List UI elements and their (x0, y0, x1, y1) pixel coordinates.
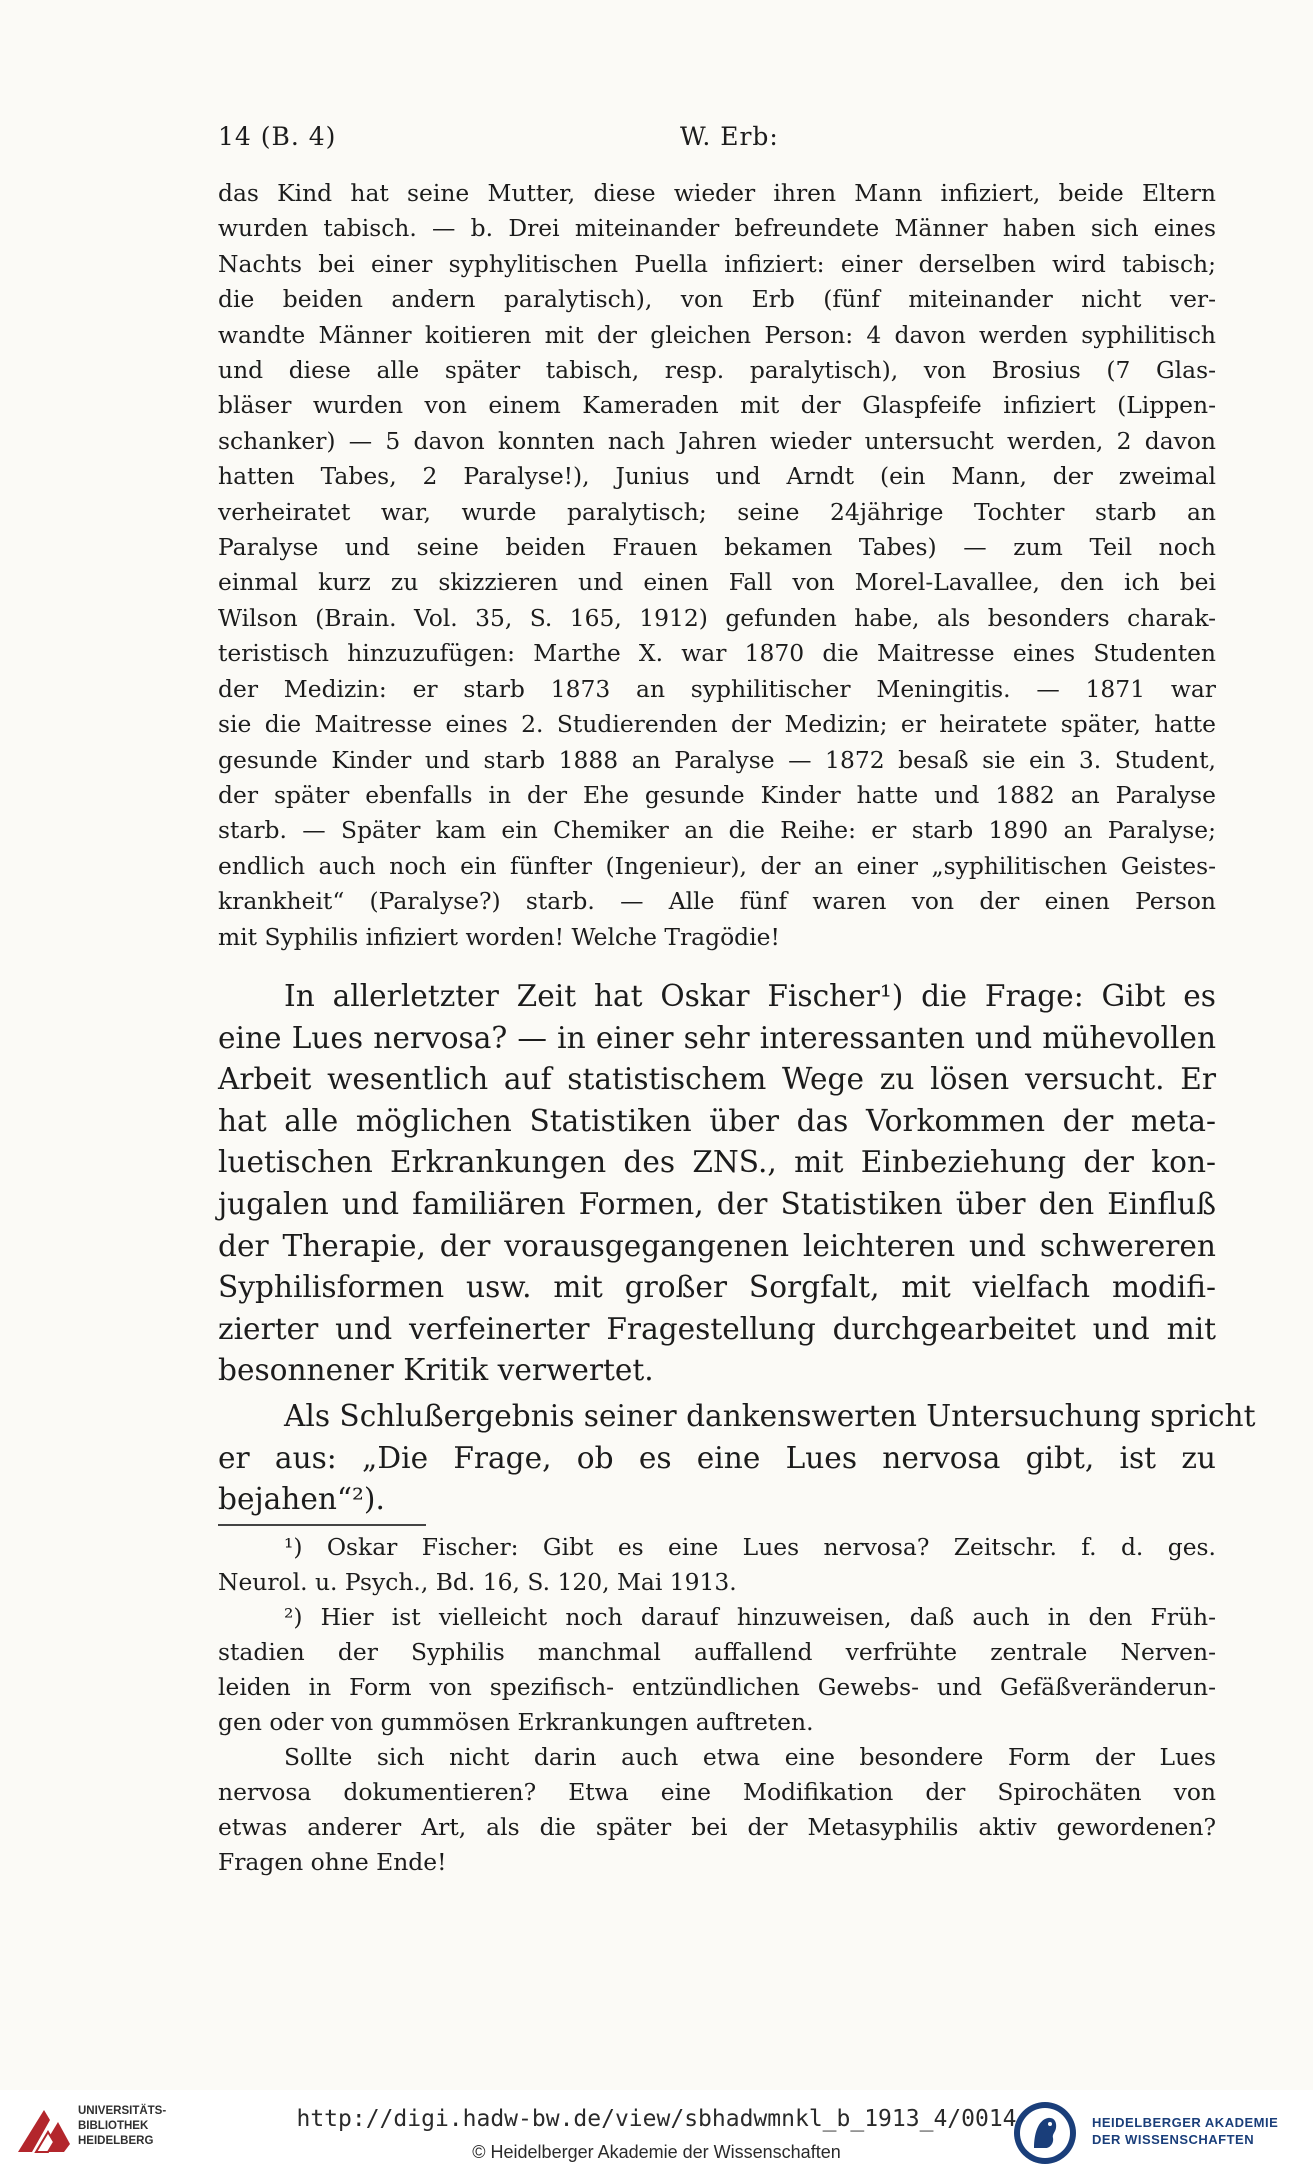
text-line: der Medizin: er starb 1873 an syphilitischer Meningitis. — 1871 war (218, 674, 1216, 703)
text-line: Sollte sich nicht darin auch etwa eine besondere Form der Lues (284, 1743, 1216, 1771)
author-heading: W. Erb: (680, 122, 779, 151)
text-line: Paralyse und seine beiden Frauen bekamen Tabes) — zum Teil noch (218, 533, 1216, 562)
text-line: einmal kurz zu skizzieren und einen Fall von Morel-Lavallee, den ich bei (218, 568, 1216, 597)
footnote-divider (218, 1524, 426, 1526)
text-line: jugalen und familiären Formen, der Statistiken über den Einfluß (218, 1186, 1216, 1221)
library-name-line: UNIVERSITÄTS- (78, 2105, 167, 2117)
text-line: das Kind hat seine Mutter, diese wieder ihren Mann infiziert, beide Eltern (218, 179, 1216, 207)
text-line: Als Schlußergebnis seiner dankenswerten Untersuchung spricht (284, 1399, 1256, 1433)
text-line: mit Syphilis infiziert worden! Welche Tragödie! (218, 922, 780, 951)
text-line: Neurol. u. Psych., Bd. 16, S. 120, Mai 1913. (218, 1568, 737, 1596)
text-line: Nachts bei einer syphylitischen Puella infiziert: einer derselben wird tabisch; (218, 249, 1216, 278)
text-line: der Therapie, der vorausgegangenen leichteren und schwereren (218, 1228, 1216, 1263)
text-line: ²) Hier ist vielleicht noch darauf hinzuweisen, daß auch in den Früh- (284, 1603, 1216, 1631)
library-name-line: HEIDELBERG (78, 2135, 154, 2147)
text-line: teristisch hinzuzufügen: Marthe X. war 1870 die Maitresse eines Studenten (218, 639, 1216, 668)
academy-name-line: DER WISSENSCHAFTEN (1092, 2132, 1255, 2147)
academy-name (1092, 2114, 1278, 2148)
text-line: die beiden andern paralytisch), von Erb (fünf miteinander nicht ver- (218, 285, 1216, 314)
footnote-2 (218, 1600, 1216, 1740)
academy-name-line: HEIDELBERGER AKADEMIE (1092, 2115, 1279, 2130)
footnote-1 (218, 1530, 1216, 1600)
text-line: der später ebenfalls in der Ehe gesunde Kinder hatte und 1882 an Paralyse (218, 780, 1216, 809)
academy-seal-icon (1012, 2100, 1078, 2166)
text-line: wandte Männer koitieren mit der gleichen Person: 4 davon werden syphilitisch (218, 320, 1216, 349)
text-line: bejahen“²). (218, 1482, 385, 1517)
text-line: endlich auch noch ein fünfter (Ingenieur), der an einer „syphilitischen Geistes- (218, 851, 1216, 880)
text-line: bläser wurden von einem Kameraden mit der Glaspfeife infiziert (Lippen- (218, 391, 1216, 420)
text-line: sie die Maitresse eines 2. Studierenden der Medizin; er heiratete später, hatte (218, 710, 1216, 739)
text-line: Syphilisformen usw. mit großer Sorgfalt, mit vielfach modifi- (218, 1270, 1216, 1305)
footnote-2-continuation (218, 1740, 1216, 1880)
text-line: Fragen ohne Ende! (218, 1848, 447, 1876)
text-line: wurden tabisch. — b. Drei miteinander befreundete Männer haben sich eines (218, 214, 1216, 243)
text-line: eine Lues nervosa? — in einer sehr interessanten und mühevollen (218, 1020, 1216, 1055)
main-paragraph-fischer (218, 976, 1216, 1392)
library-name-line: BIBLIOTHEK (78, 2120, 149, 2132)
text-line: etwas anderer Art, als die später bei der Metasyphilis aktiv gewordenen? (218, 1813, 1216, 1841)
text-line: nervosa dokumentieren? Etwa eine Modifikation der Spirochäten von (218, 1778, 1216, 1806)
text-line: und diese alle später tabisch, resp. paralytisch), von Brosius (7 Glas- (218, 356, 1216, 385)
text-line: schanker) — 5 davon konnten nach Jahren wieder untersucht werden, 2 davon (218, 426, 1216, 455)
text-line: leiden in Form von spezifisch- entzündlichen Gewebs- und Gefäßveränderun- (218, 1673, 1216, 1701)
text-line: gesunde Kinder und starb 1888 an Paralyse — 1872 besaß sie ein 3. Student, (218, 745, 1216, 774)
text-line: gen oder von gummösen Erkrankungen auftreten. (218, 1708, 814, 1736)
text-line: krankheit“ (Paralyse?) starb. — Alle fünf waren von der einen Person (218, 887, 1216, 916)
text-line: hat alle möglichen Statistiken über das Vorkommen der meta- (218, 1103, 1216, 1138)
text-line: Wilson (Brain. Vol. 35, S. 165, 1912) gefunden habe, als besonders charak- (218, 603, 1216, 632)
text-line: hatten Tabes, 2 Paralyse!), Junius und Arndt (ein Mann, der zweimal (218, 462, 1216, 491)
text-line: verheiratet war, wurde paralytisch; seine 24jährige Tochter starb an (218, 497, 1216, 526)
text-line: ¹) Oskar Fischer: Gibt es eine Lues nervosa? Zeitschr. f. d. ges. (284, 1533, 1216, 1561)
text-line: starb. — Später kam ein Chemiker an die Reihe: er starb 1890 an Paralyse; (218, 816, 1216, 845)
text-line: besonnener Kritik verwertet. (218, 1353, 654, 1388)
text-line: zierter und verfeinerter Fragestellung durchgearbeitet und mit (218, 1311, 1216, 1346)
text-line: luetischen Erkrankungen des ZNS., mit Einbeziehung der kon- (218, 1145, 1216, 1180)
text-line: In allerletzter Zeit hat Oskar Fischer¹) die Frage: Gibt es (284, 979, 1216, 1013)
text-line: stadien der Syphilis manchmal auffallend verfrühte zentrale Nerven- (218, 1638, 1216, 1666)
copyright-notice: © Heidelberger Akademie der Wissenschaften (472, 2142, 841, 2162)
permalink-url[interactable]: http://digi.hadw-bw.de/view/sbhadwmnkl_b_1913_4/0014 (296, 2106, 1017, 2132)
page-number: 14 (B. 4) (218, 122, 337, 151)
text-line: Arbeit wesentlich auf statistischem Wege zu lösen versucht. Er (218, 1062, 1216, 1097)
main-paragraph-conclusion (218, 1396, 1256, 1521)
case-description-paragraph (218, 176, 1216, 955)
text-line: er aus: „Die Frage, ob es eine Lues nervosa gibt, ist zu (218, 1440, 1216, 1475)
